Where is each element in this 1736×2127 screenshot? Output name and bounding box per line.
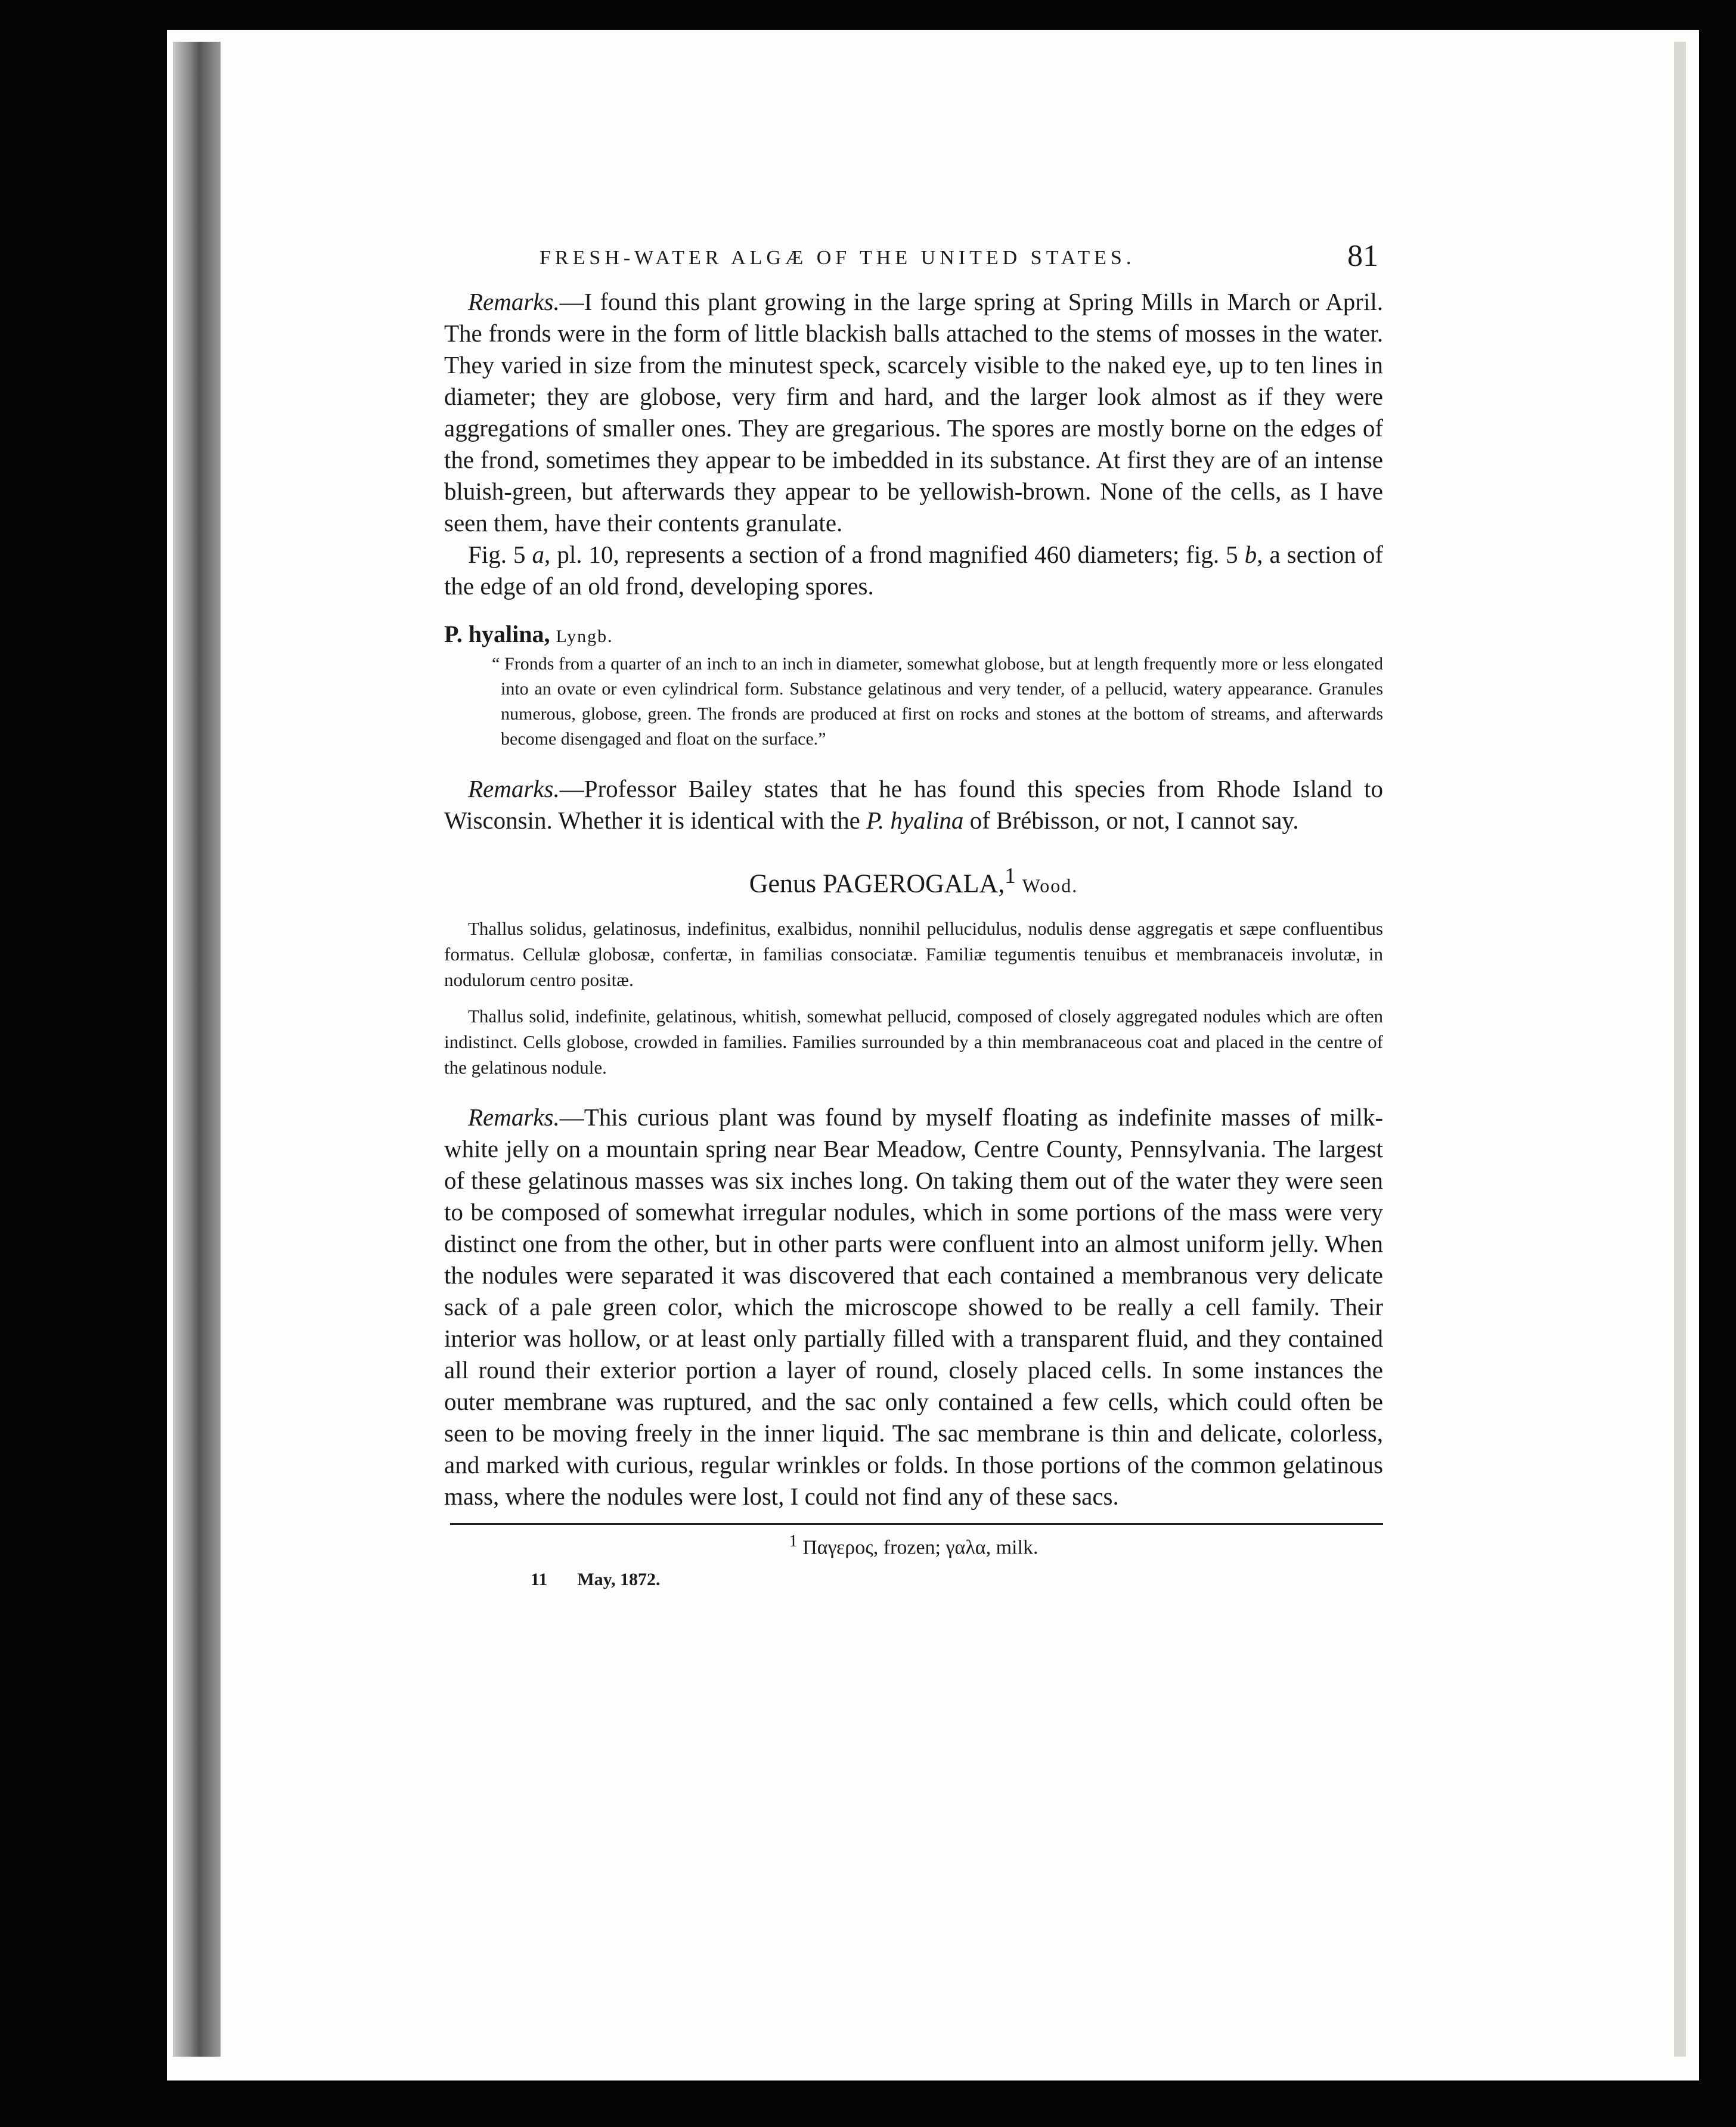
- remarks-label: Remarks.: [468, 288, 560, 315]
- remarks-text-2b: of Brébisson, or not, I cannot say.: [963, 807, 1299, 834]
- footnote: [444, 1532, 1383, 1559]
- running-title: FRESH-WATER ALGÆ OF THE UNITED STATES.: [540, 247, 1136, 269]
- remarks-text-3: —This curious plant was found by myself floating as indefinite masses of milk-white jelly on a mountain spring near Bear Meadow, Centre County, Pennsylvania. The largest of these gelatinous masses was six inches long. On taking them out of the water they were seen to be composed of somewhat irregular nodules, which in some portions of the mass were very distinct one from the other, but in other parts were confluent into an almost uniform jelly. When the nodules were separated it was discovered that each contained a membranous very delicate sack of a pale green color, which the microscope showed to be really a cell family. Their interior was hollow, or at least only partially filled with a transparent fluid, and they contained all round their exterior portion a layer of round, closely placed cells. In some instances the outer membrane was ruptured, and the sac only contained a few cells, which could often be seen to be moving freely in the inner liquid. The sac membrane is thin and delicate, colorless, and marked with curious, regular wrinkles or folds. In those portions of the common gelatinous mass, where the nodules were lost, I could not find any of these sacs.: [444, 1103, 1383, 1510]
- footnote-mark: 1: [789, 1531, 798, 1551]
- remarks-text-2a: —Professor Bailey states that he has found this species from Rhode Island to Wisconsin. Whether it is identical with the: [444, 775, 1383, 834]
- genus-name: PAGEROGALA,: [823, 869, 1005, 898]
- remarks-label-2: Remarks.: [468, 775, 560, 802]
- page-edge: [1674, 42, 1686, 2057]
- remarks-text: —I found this plant growing in the large spring at Spring Mills in March or April. The fronds were in the form of little blackish balls attached to the stems of mosses in the water. They varied in size from the minutest speck, scarcely visible to the naked eye, up to ten lines in diameter; they are globose, very firm and hard, and the larger look almost as if they were aggregations of smaller ones. They are gregarious. The spores are mostly borne on the edges of the frond, sometimes they appear to be imbedded in its substance. At first they are of an intense bluish-green, but afterwards they appear to be yellowish-brown. None of the cells, as I have seen them, have their contents granulate.: [444, 288, 1383, 537]
- fig-label-b: b: [1244, 541, 1257, 568]
- page-text: [444, 238, 1383, 1590]
- genus-heading: [444, 863, 1383, 899]
- genus-latin-description: Thallus solidus, gelatinosus, indefinitus, exalbidus, nonnihil pellucidulus, nodulis dense aggregatis et sæpe confluentibus formatus. Cellulæ globosæ, confertæ, in familias consociatæ. Familiæ tegumentis tenuibus et membranaceis involutæ, in nodulorum centro positæ.: [444, 917, 1383, 990]
- binding-gutter: [173, 42, 221, 2057]
- species-heading: [444, 620, 1383, 648]
- remarks-paragraph-2: [444, 773, 1383, 836]
- running-head: [444, 238, 1383, 286]
- signature-number: 11: [531, 1569, 548, 1589]
- page-number: 81: [1347, 239, 1378, 273]
- remarks-paragraph-1: [444, 286, 1383, 539]
- remarks-paragraph-3: [444, 1102, 1383, 1512]
- species-author: Lyngb.: [556, 627, 613, 646]
- signature-line: [531, 1570, 1383, 1590]
- fig-text-1: Fig. 5: [468, 541, 532, 568]
- signature-date: May, 1872.: [577, 1569, 661, 1589]
- genus-prefix: Genus: [749, 869, 817, 898]
- remarks-label-3: Remarks.: [468, 1103, 560, 1131]
- species-quote: “ Fronds from a quarter of an inch to an inch in diameter, somewhat globose, but at length frequently more or less elongated into an ovate or even cylindrical form. Substance gelatinous and very tender, of a pellucid, watery appearance. Granules numerous, globose, green. The fronds are produced at first on rocks and stones at the bottom of streams, and afterwards become disengaged and float on the surface.”: [492, 654, 1383, 749]
- species-italic: P. hyalina: [866, 807, 964, 834]
- fig-label-a: a: [532, 541, 545, 568]
- figure-caption: [444, 539, 1383, 602]
- fig-text-3: , a section of the edge of an old frond, developing spores.: [444, 541, 1383, 600]
- footnote-rule: [450, 1523, 1383, 1525]
- fig-text-2: , pl. 10, represents a section of a frond magnified 460 diameters; fig. 5: [544, 541, 1245, 568]
- species-name: P. hyalina,: [444, 621, 550, 647]
- genus-english-description: Thallus solid, indefinite, gelatinous, whitish, somewhat pellucid, composed of closely aggregated nodules which are often indistinct. Cells globose, crowded in families. Families surrounded by a thin membranaceous coat and placed in the centre of the gelatinous nodule.: [444, 1005, 1383, 1078]
- footnote-text: Παγερος, frozen; γαλα, milk.: [797, 1536, 1038, 1558]
- genus-author: Wood.: [1022, 875, 1078, 897]
- genus-footnote-mark: 1: [1005, 863, 1016, 888]
